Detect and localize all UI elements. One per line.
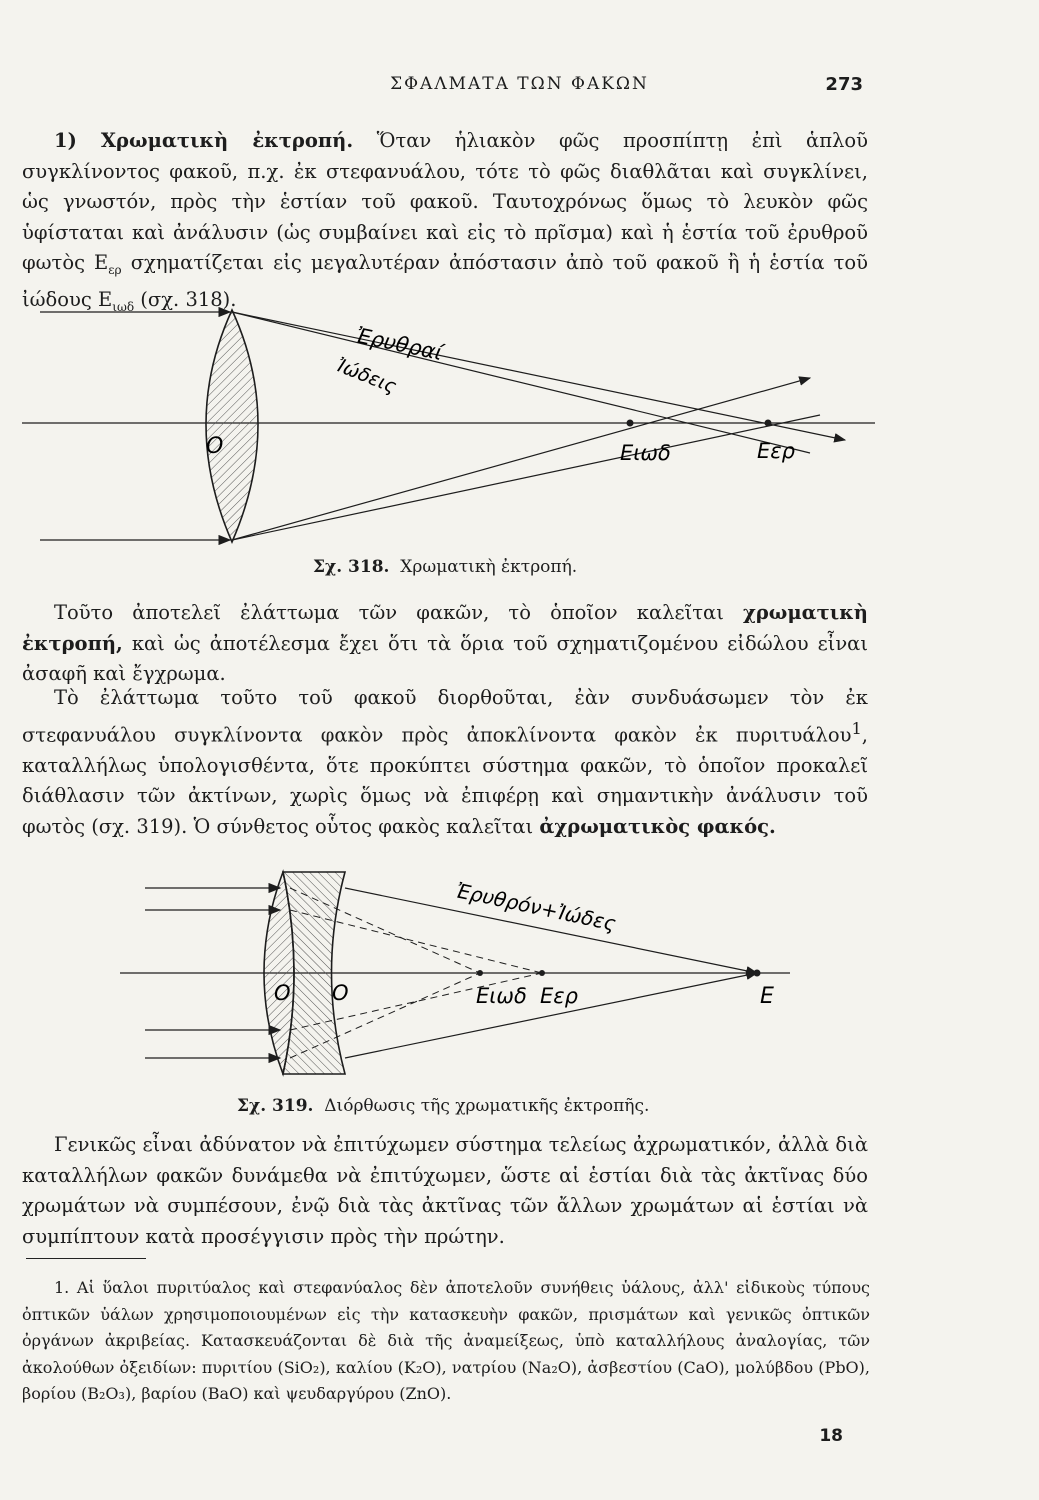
common-focus-point bbox=[754, 970, 761, 977]
paragraph-achromatic-correction: Τὸ ἐλάττωμα τοῦτο τοῦ φακοῦ διορθοῦται, ἐὰν συνδυάσωμεν τὸν ἐκ στεφανυάλου συγκλίνοντα φακὸν πρὸς ἀποκλίνοντα φακὸν ἐκ πυριτυάλου$^1$, καταλλήλως ὑπολογισθέντα, ὅτε προκύπτει σύστημα φακῶν, τὸ ὁποῖον προκαλεῖ διάθλασιν τῶν ἀκτίνων, χωρὶς ὅμως νὰ ἐπιφέρῃ καὶ σημαντικὴν ἀνάλυσιν τοῦ φωτὸς (σχ. 319). Ὁ σύνθετος οὗτος φακὸς καλεῖται ἀχρωματικὸς φακός. bbox=[22, 686, 868, 838]
label-red-focus: Eερ bbox=[540, 984, 578, 1008]
violet-focus-point bbox=[627, 420, 634, 427]
paragraph-chromatic-intro: 1) Χρωματικὴ ἐκτροπή. Ὅταν ἡλιακὸν φῶς προσπίπτῃ ἐπὶ ἁπλοῦ συγκλίνοντος φακοῦ, π.χ. ἐκ στεφανυάλου, τότε τὸ φῶς διαθλᾶται καὶ συγκλίνει, ὡς γνωστόν, πρὸς τὴν ἑστίαν τοῦ φακοῦ. Ταυτοχρόνως ὅμως τὸ λευκὸν φῶς ὑφίσταται καὶ ἀνάλυσιν (ὡς συμβαίνει καὶ εἰς τὸ πρῖσμα) καὶ ἡ ἑστία τοῦ ἐρυθροῦ φωτὸς $E_{\varepsilon\rho}$ σχηματίζεται εἰς μεγαλυτέραν ἀπόστασιν ἀπὸ τοῦ φακοῦ ἢ ἡ ἑστία τοῦ ἰώδους $E_{\iota\omega\delta}$ (σχ. 318). bbox=[22, 129, 869, 315]
paragraph-chromatic-defect: Τοῦτο ἀποτελεῖ ἐλάττωμα τῶν φακῶν, τὸ ὁποῖον καλεῖται χρωματικὴ ἐκτροπή, καὶ ὡς ἀποτέλεσμα ἔχει ὅτι τὰ ὅρια τοῦ σχηματιζομένου εἰδώλου εἶναι ἀσαφῆ καὶ ἔγχρωμα. bbox=[22, 601, 868, 685]
red-focus-point bbox=[765, 420, 772, 427]
red-ray-top bbox=[232, 312, 845, 440]
label-red-rays: Ἐρυθραί bbox=[353, 323, 445, 366]
label-lens-center-2: O bbox=[332, 981, 349, 1005]
figure-318-diagram bbox=[0, 290, 1039, 590]
paragraph-achromatic-limits: Γενικῶς εἶναι ἀδύνατον νὰ ἐπιτύχωμεν σύστημα τελείως ἀχρωματικόν, ἀλλὰ διὰ καταλλήλων φακῶν δυνάμεθα νὰ ἐπιτύχωμεν, ὥστε αἱ ἑστίαι διὰ τὰς ἀκτῖνας δύο χρωμάτων νὰ συμπέσουν, ἐνῷ διὰ τὰς ἀκτῖνας τῶν ἄλλων χρωμάτων αἱ ἑστίαι νὰ συμπίπτουν κατὰ προσέγγισιν πρὸς τὴν πρώτην. bbox=[22, 1133, 868, 1248]
figure-319-diagram bbox=[0, 860, 1039, 1100]
figure-318-caption: Σχ. 318. Χρωματικὴ ἐκτροπή. bbox=[313, 557, 578, 577]
running-head: ΣΦΑΛΜΑΤΑ ΤΩΝ ΦΑΚΩΝ bbox=[390, 74, 649, 94]
violet-focus-point bbox=[477, 970, 483, 976]
label-common-focus: E bbox=[760, 984, 774, 1009]
footnote: 1. Αἱ ὕαλοι πυριτύαλος καὶ στεφανύαλος δὲν ἀποτελοῦν συνήθεις ὑάλους, ἀλλ' εἰδικοὺς τύπους ὀπτικῶν ὑάλων χρησιμοποιουμένων εἰς τὴν κατασκευὴν φακῶν, πρισμάτων καὶ γενικῶς ὀπτικῶν ὀργάνων ἀκριβείας. Κατασκευάζονται δὲ διὰ τῆς ἀναμείξεως, ὑπὸ καταλλήλους ἀναλογίας, τῶν ἀκολούθων ὀξειδίων: πυριτίου (SiO₂), καλίου (K₂O), νατρίου (Na₂O), ἀσβεστίου (CaO), μολύβδου (PbO), βορίου (B₂O₃), βαρίου (BaO) καὶ ψευδαργύρου (ZnO). bbox=[22, 1278, 870, 1403]
label-violet-rays: Ἰώδεις bbox=[333, 354, 400, 399]
signature-mark: 18 bbox=[819, 1426, 843, 1446]
violet-ray-bottom bbox=[232, 378, 810, 540]
red-focus-point bbox=[539, 970, 545, 976]
red-ray-bottom bbox=[232, 415, 820, 540]
figure-319-caption: Σχ. 319. Διόρθωσις τῆς χρωματικῆς ἐκτροπῆς. bbox=[237, 1096, 650, 1116]
label-violet-focus: Eιωδ bbox=[620, 441, 671, 465]
page-number: 273 bbox=[825, 74, 863, 95]
label-lens-center: O bbox=[206, 434, 224, 459]
label-violet-focus: Eιωδ bbox=[476, 984, 527, 1008]
page-header bbox=[0, 74, 1039, 104]
label-red-focus: Eερ bbox=[757, 439, 795, 463]
label-rays: Ἐρυθρόν+Ἰώδες bbox=[453, 878, 619, 936]
convex-lens bbox=[206, 310, 258, 542]
label-lens-center-1: O bbox=[274, 981, 291, 1005]
violet-ray-top bbox=[232, 312, 810, 453]
section-heading: 1) Χρωματικὴ ἐκτροπή. bbox=[54, 129, 354, 152]
footnote-separator bbox=[26, 1258, 146, 1259]
